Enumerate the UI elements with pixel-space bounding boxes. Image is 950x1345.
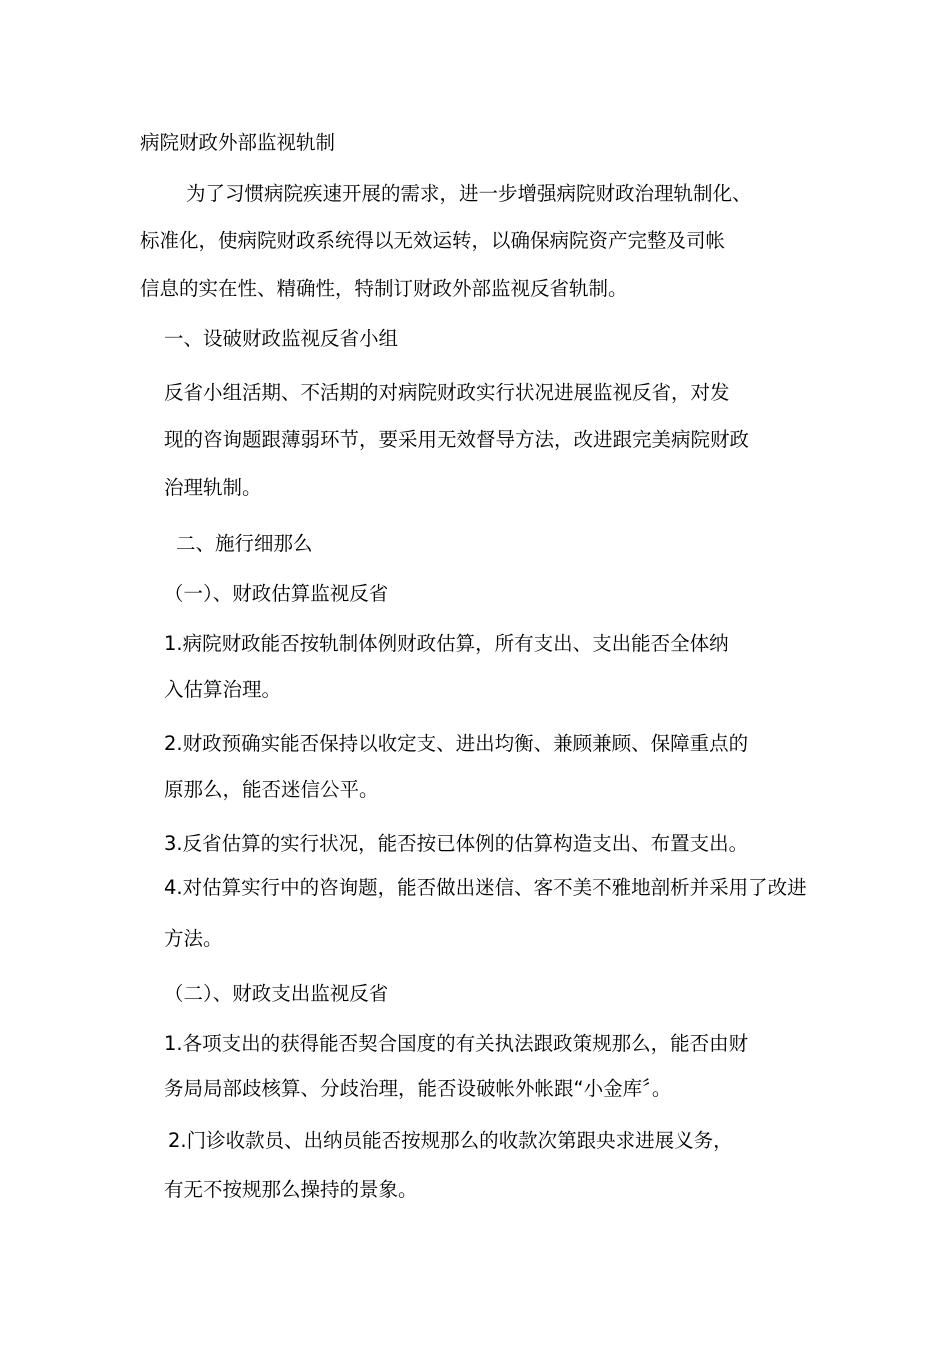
- sub2-item-1-line-1: 1.各项支出的获得能否契合国度的有关执法跟政策规那么，能否由财: [164, 1032, 749, 1055]
- sub1-item-4-line-2: 方法。: [164, 927, 223, 950]
- intro-line-1: 为了习惯病院疾速开展的需求，进一步增强病院财政治理轨制化、: [186, 182, 752, 205]
- section1-line-3: 治理轨制。: [164, 476, 262, 499]
- sub1-heading: （一）、财政估算监视反省: [164, 582, 389, 605]
- intro-line-2: 标准化，使病院财政系统得以无效运转，以确保病院资产完整及司帐: [140, 229, 726, 252]
- sub2-heading: （二）、财政支出监视反省: [164, 982, 389, 1005]
- sub2-item-1-line-2: 务局局部歧核算、分歧治理，能否设破帐外帐跟“小金库〞。: [164, 1077, 672, 1100]
- section1-line-2: 现的咨询题跟薄弱环节，要采用无效督导方法，改进跟完美病院财政: [164, 428, 750, 451]
- section2-heading: 二、施行细那么: [176, 532, 313, 555]
- sub1-item-4-line-1: 4.对估算实行中的咨询题，能否做出迷信、客不美不雅地剖析并采用了改进: [164, 876, 807, 899]
- sub1-item-2-line-1: 2.财政预确实能否保持以收定支、进出均衡、兼顾兼顾、保障重点的: [164, 732, 749, 755]
- intro-line-3: 信息的实在性、精确性，特制订财政外部监视反省轨制。: [140, 277, 628, 300]
- sub1-item-3-line-1: 3.反省估算的实行状况，能否按已体例的估算构造支出、布置支出。: [164, 832, 749, 855]
- sub1-item-1-line-2: 入估算治理。: [164, 678, 282, 701]
- sub2-item-2-line-1: 2.门诊收款员、出纳员能否按规那么的收款次第跟央求进展义务，: [168, 1129, 733, 1152]
- sub1-item-1-line-1: 1.病院财政能否按轨制体例财政估算，所有支出、支出能否全体纳: [164, 632, 729, 655]
- sub2-item-2-line-2: 有无不按规那么操持的景象。: [164, 1178, 418, 1201]
- sub1-item-2-line-2: 原那么，能否迷信公平。: [164, 778, 379, 801]
- document-title: 病院财政外部监视轨制: [140, 131, 336, 154]
- section1-line-1: 反省小组活期、不活期的对病院财政实行状况进展监视反省，对发: [164, 381, 730, 404]
- section1-heading: 一、设破财政监视反省小组: [164, 327, 399, 350]
